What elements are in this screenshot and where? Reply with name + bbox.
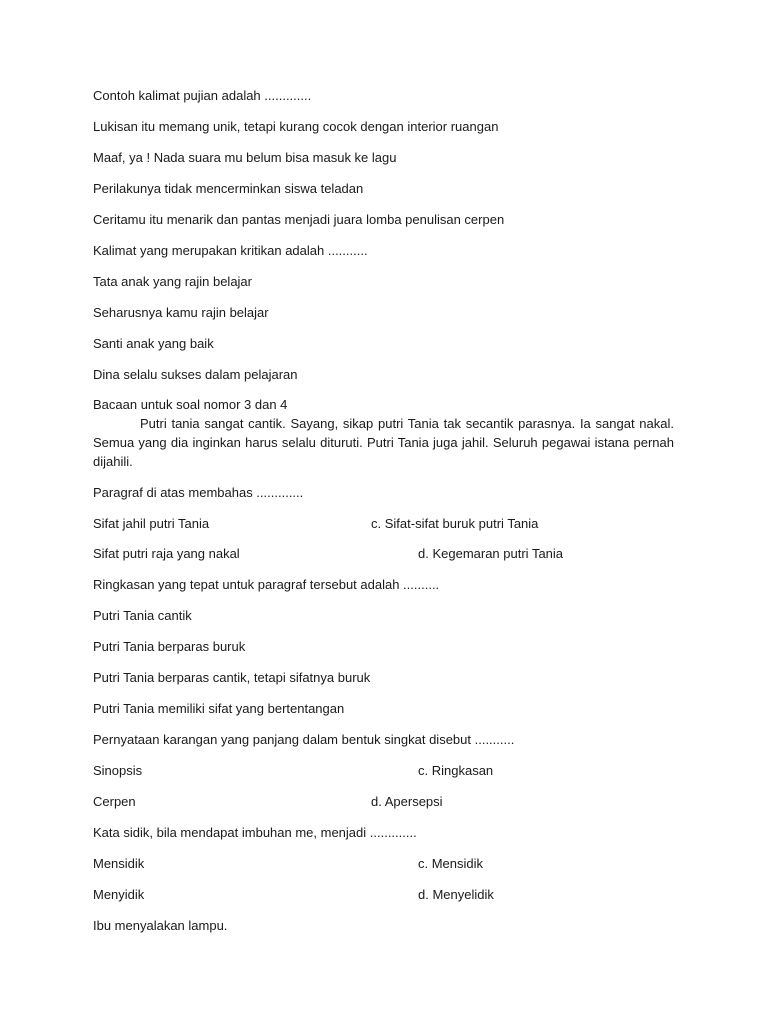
q1-option-c: Perilakunya tidak mencerminkan siswa teladan	[93, 181, 364, 196]
q5-option-d: d. Apersepsi	[371, 794, 443, 809]
q3-option-b: Sifat putri raja yang nakal	[93, 546, 240, 561]
q6-option-d: d. Menyelidik	[418, 887, 494, 902]
q2-option-b: Seharusnya kamu rajin belajar	[93, 305, 269, 320]
q4-question: Ringkasan yang tepat untuk paragraf tersebut adalah ..........	[93, 577, 440, 592]
q5-option-b: Cerpen	[93, 794, 136, 809]
q6-question: Kata sidik, bila mendapat imbuhan me, menjadi .............	[93, 825, 417, 840]
reading-heading: Bacaan untuk soal nomor 3 dan 4	[93, 397, 288, 412]
reading-paragraph: Putri tania sangat cantik. Sayang, sikap putri Tania tak secantik parasnya. Ia sangat nakal. Semua yang dia inginkan harus selalu dituruti. Putri Tania juga jahil. Seluruh pegawai istana pernah dijahili.	[93, 416, 674, 469]
q6-option-a: Mensidik	[93, 856, 145, 871]
q1-question: Contoh kalimat pujian adalah .............	[93, 88, 312, 103]
q4-option: Putri Tania berparas buruk	[93, 639, 246, 654]
q6-option-c: c. Mensidik	[418, 856, 484, 871]
q2-option-c: Santi anak yang baik	[93, 336, 214, 351]
q3-question: Paragraf di atas membahas .............	[93, 485, 304, 500]
q3-option-c: c. Sifat-sifat buruk putri Tania	[371, 516, 539, 531]
q5-option-a: Sinopsis	[93, 763, 143, 778]
q4-option: Putri Tania memiliki sifat yang bertentangan	[93, 701, 345, 716]
q4-option: Putri Tania cantik	[93, 608, 192, 623]
q2-option-a: Tata anak yang rajin belajar	[93, 274, 252, 289]
q3-option-d: d. Kegemaran putri Tania	[418, 546, 564, 561]
q4-option: Putri Tania berparas cantik, tetapi sifatnya buruk	[93, 670, 371, 685]
q1-option-a: Lukisan itu memang unik, tetapi kurang cocok dengan interior ruangan	[93, 119, 499, 134]
q5-question: Pernyataan karangan yang panjang dalam bentuk singkat disebut ...........	[93, 732, 515, 747]
q7-question: Ibu menyalakan lampu.	[93, 918, 228, 933]
q2-option-d: Dina selalu sukses dalam pelajaran	[93, 367, 298, 382]
q1-option-d: Ceritamu itu menarik dan pantas menjadi juara lomba penulisan cerpen	[93, 212, 505, 227]
q6-option-b: Menyidik	[93, 887, 145, 902]
q5-option-c: c. Ringkasan	[418, 763, 494, 778]
q3-option-a: Sifat jahil putri Tania	[93, 516, 210, 531]
q2-question: Kalimat yang merupakan kritikan adalah ...........	[93, 243, 368, 258]
q1-option-b: Maaf, ya ! Nada suara mu belum bisa masuk ke lagu	[93, 150, 397, 165]
